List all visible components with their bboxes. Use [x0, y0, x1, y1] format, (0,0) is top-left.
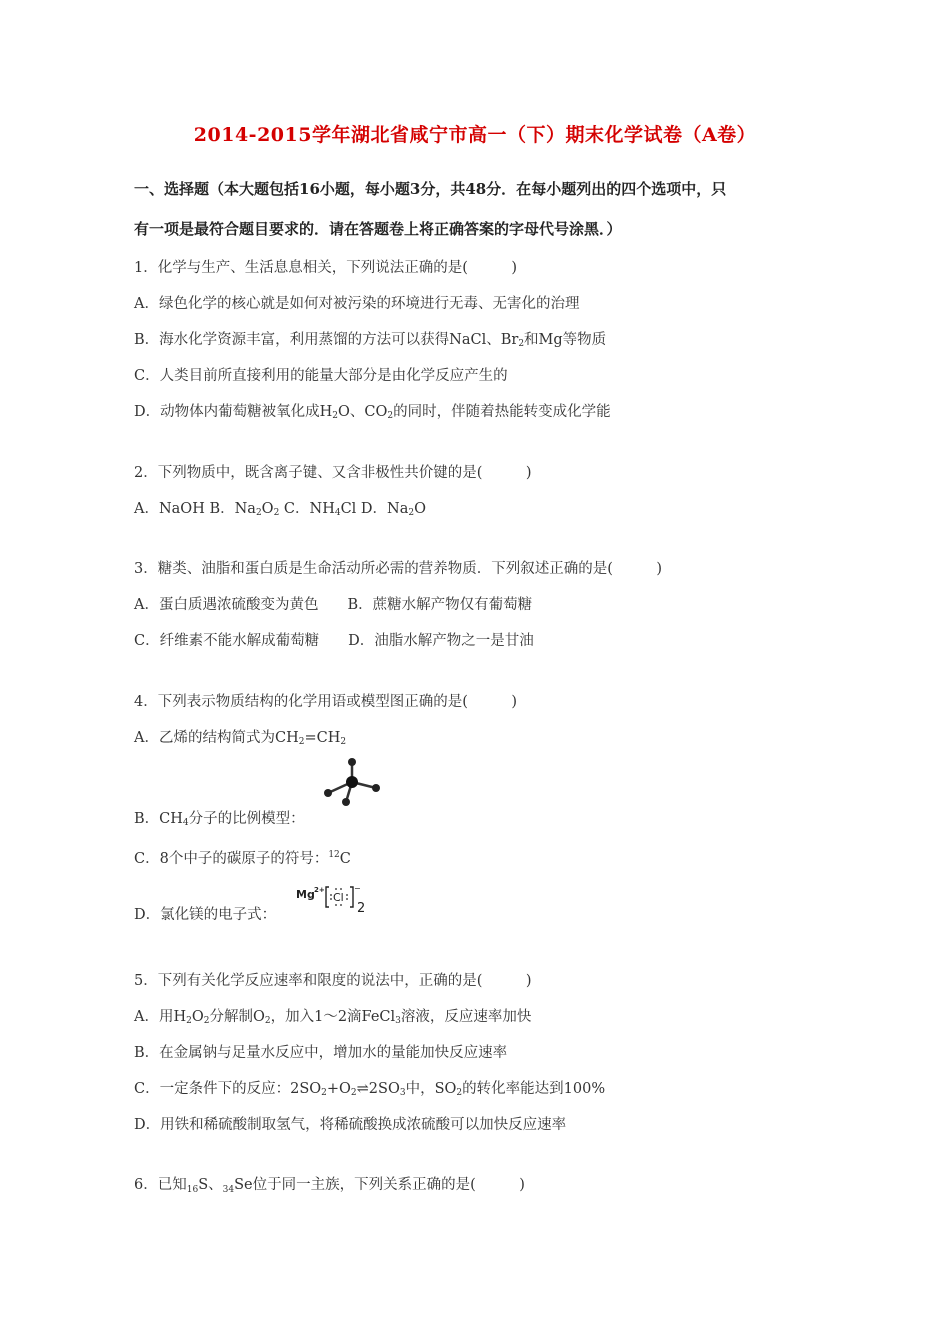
- question-6-stem: [134, 1173, 525, 1195]
- subscript: 2: [298, 737, 305, 747]
- subscript: 2: [332, 411, 339, 421]
- text: O、CO: [338, 404, 388, 420]
- text: C．NH: [279, 501, 335, 517]
- question-5-option-b: B．在金属钠与足量水反应中，增加水的量能加快反应速率: [134, 1045, 508, 1061]
- formula-cl: Cl: [333, 891, 344, 904]
- subscript: 2: [203, 1016, 210, 1026]
- text: =CH: [304, 730, 341, 746]
- question-4-option-b: [134, 807, 305, 828]
- atomic-number: 16: [186, 1185, 199, 1195]
- subscript: 2: [264, 1016, 271, 1026]
- question-5-option-d: D．用铁和稀硫酸制取氢气，将稀硫酸换成浓硫酸可以加快反应速率: [134, 1117, 567, 1133]
- subscript: 2: [518, 339, 525, 349]
- question-1-option-a: A．绿色化学的核心就是如何对被污染的环境进行无毒、无害化的治理: [134, 296, 580, 312]
- subscript: 2: [350, 1088, 357, 1098]
- question-1-option-b: [134, 328, 606, 349]
- text: O: [191, 1009, 204, 1025]
- subscript: 2: [186, 1016, 192, 1026]
- subscript: 3: [395, 1016, 401, 1026]
- question-3-options-ab: A．蛋白质遇浓硫酸变为黄色 B．蔗糖水解产物仅有葡萄糖: [134, 597, 533, 613]
- text: B．海水化学资源丰富，利用蒸馏的方法可以获得NaCl、Br: [134, 332, 519, 348]
- text: O: [414, 501, 427, 517]
- text: C: [339, 851, 351, 867]
- text: O: [261, 501, 274, 517]
- question-5-stem: 5．下列有关化学反应速率和限度的说法中，正确的是( ): [134, 973, 532, 989]
- text: A．用H: [134, 1009, 187, 1025]
- text: 和Mg等物质: [524, 332, 607, 348]
- question-4-stem: 4．下列表示物质结构的化学用语或模型图正确的是( ): [134, 694, 518, 710]
- text: 溶液，反应速率加快: [400, 1009, 532, 1025]
- question-1-option-d: [134, 400, 611, 421]
- text: +O: [326, 1081, 351, 1097]
- question-5-option-a: [134, 1005, 531, 1026]
- superscript: 12: [328, 850, 340, 860]
- subscript: 3: [399, 1088, 406, 1098]
- formula-subscript: 2: [357, 901, 366, 915]
- text: 分解制O: [209, 1009, 265, 1025]
- formula-mg: Mg: [296, 888, 315, 901]
- question-4-option-d: D．氯化镁的电子式：: [134, 907, 277, 923]
- question-4-option-c: [134, 847, 351, 868]
- subscript: 2: [408, 508, 415, 518]
- text: 的同时，伴随着热能转变成化学能: [393, 404, 611, 420]
- subscript: 2: [340, 737, 347, 747]
- question-5-option-c: [134, 1077, 605, 1098]
- text: S、: [198, 1177, 223, 1193]
- text: Cl D．Na: [340, 501, 409, 517]
- subscript: 4: [334, 508, 341, 518]
- question-3-options-cd: C．纤维素不能水解成葡萄糖 D．油脂水解产物之一是甘油: [134, 633, 534, 649]
- atomic-number: 34: [222, 1185, 235, 1195]
- question-3-stem: 3．糖类、油脂和蛋白质是生命活动所必需的营养物质．下列叙述正确的是( ): [134, 561, 663, 577]
- subscript: 2: [273, 508, 280, 518]
- text: C．一定条件下的反应：2SO: [134, 1081, 322, 1097]
- text: ，加入1～2滴FeCl: [270, 1009, 396, 1025]
- text: A．NaOH B．Na: [134, 501, 256, 517]
- subscript: 2: [255, 508, 262, 518]
- magnesium-chloride-electron-formula: [296, 885, 386, 915]
- formula-charge: 2+: [314, 886, 325, 894]
- text: 分子的比例模型：: [188, 811, 305, 827]
- question-1-option-c: C．人类目前所直接利用的能量大部分是由化学反应产生的: [134, 368, 508, 384]
- text: 的转化率能达到100%: [462, 1081, 606, 1097]
- text: ⇌2SO: [356, 1081, 400, 1097]
- question-2-options: [134, 497, 426, 518]
- subscript: 2: [321, 1088, 327, 1098]
- section-heading-line-1: 一、选择题（本大题包括16小题，每小题3分，共48分．在每小题列出的四个选项中，只: [134, 180, 727, 198]
- page-title: 2014-2015学年湖北省咸宁市高一（下）期末化学试卷（A卷）: [193, 124, 757, 146]
- formula-minus: −: [354, 885, 361, 893]
- subscript: 2: [387, 411, 394, 421]
- text: Se位于同一主族，下列关系正确的是( ): [234, 1177, 525, 1193]
- question-1-stem: 1．化学与生产、生活息息相关，下列说法正确的是( ): [134, 260, 518, 276]
- subscript: 2: [456, 1088, 463, 1098]
- section-heading-line-2: 有一项是最符合题目要求的．请在答题卷上将正确答案的字母代号涂黑．）: [134, 220, 622, 238]
- text: 中，SO: [405, 1081, 457, 1097]
- text: A．乙烯的结构简式为CH: [134, 730, 299, 746]
- text: D．动物体内葡萄糖被氧化成H: [134, 404, 333, 420]
- methane-ball-and-stick-model-icon: [318, 756, 388, 812]
- question-4-option-a: [134, 726, 346, 747]
- subscript: 4: [182, 818, 189, 828]
- question-2-stem: 2．下列物质中，既含离子键、又含非极性共价键的是( ): [134, 465, 532, 481]
- text: B．CH: [134, 811, 183, 827]
- text: 6．已知: [134, 1177, 187, 1193]
- text: C．8个中子的碳原子的符号：: [134, 851, 329, 867]
